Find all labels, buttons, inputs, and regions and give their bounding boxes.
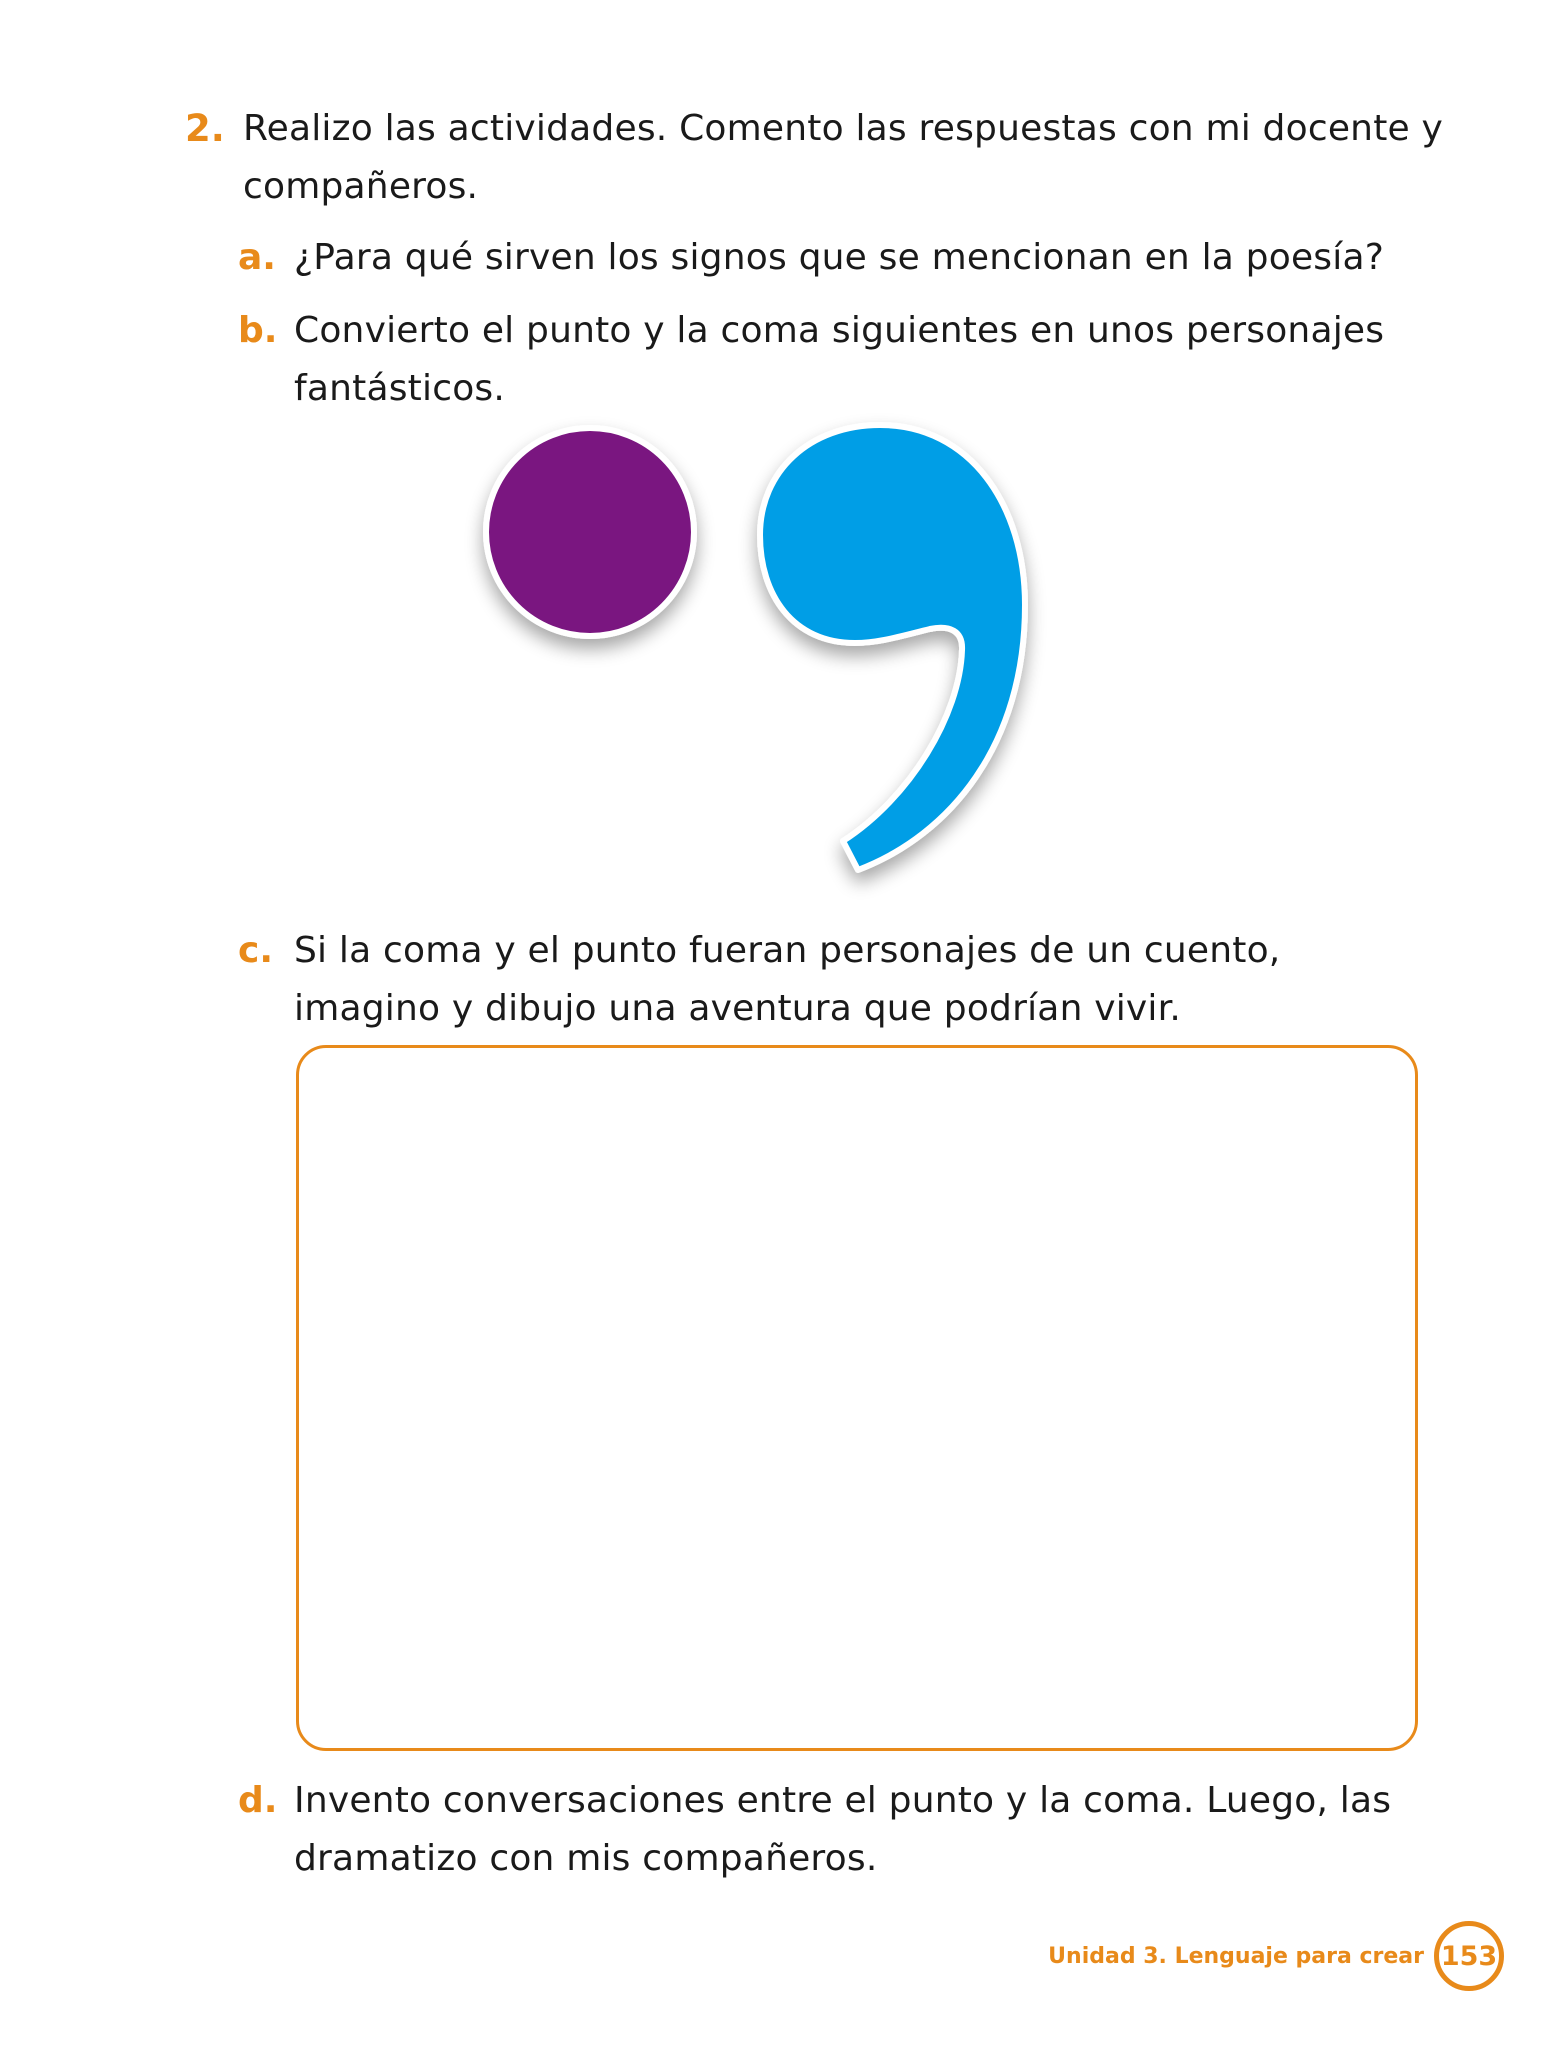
item-d (238, 1772, 1438, 1888)
item-c-letter: c. (238, 930, 274, 971)
page-number-badge: 153 (1434, 1921, 1504, 1991)
item-b (238, 302, 1438, 418)
item-a-text: ¿Para qué sirven los signos que se mencionan en la poesía? (294, 237, 1385, 278)
drawing-area[interactable] (296, 1045, 1418, 1751)
purple-dot-icon (486, 428, 694, 636)
item-d-letter: d. (238, 1780, 278, 1821)
item-b-letter: b. (238, 310, 278, 351)
item-c (238, 922, 1438, 1038)
activity-number: 2. (185, 107, 225, 150)
blue-comma-icon (760, 425, 1025, 870)
item-b-text: Convierto el punto y la coma siguientes en unos personajes fantásticos. (294, 310, 1385, 409)
activity-instruction: Realizo las actividades. Comento las respuestas con mi docente y compañeros. (243, 108, 1444, 207)
page-footer (1048, 1918, 1504, 1994)
activity-2 (185, 100, 1445, 216)
unit-title: Unidad 3. Lenguaje para crear (1048, 1943, 1424, 1969)
item-a (238, 229, 1438, 287)
punctuation-illustration (460, 405, 1140, 925)
item-a-letter: a. (238, 237, 276, 278)
item-d-text: Invento conversaciones entre el punto y la coma. Luego, las dramatizo con mis compañeros. (294, 1780, 1392, 1879)
item-c-text: Si la coma y el punto fueran personajes de un cuento, imagino y dibujo una aventura que podrían vivir. (294, 930, 1281, 1029)
